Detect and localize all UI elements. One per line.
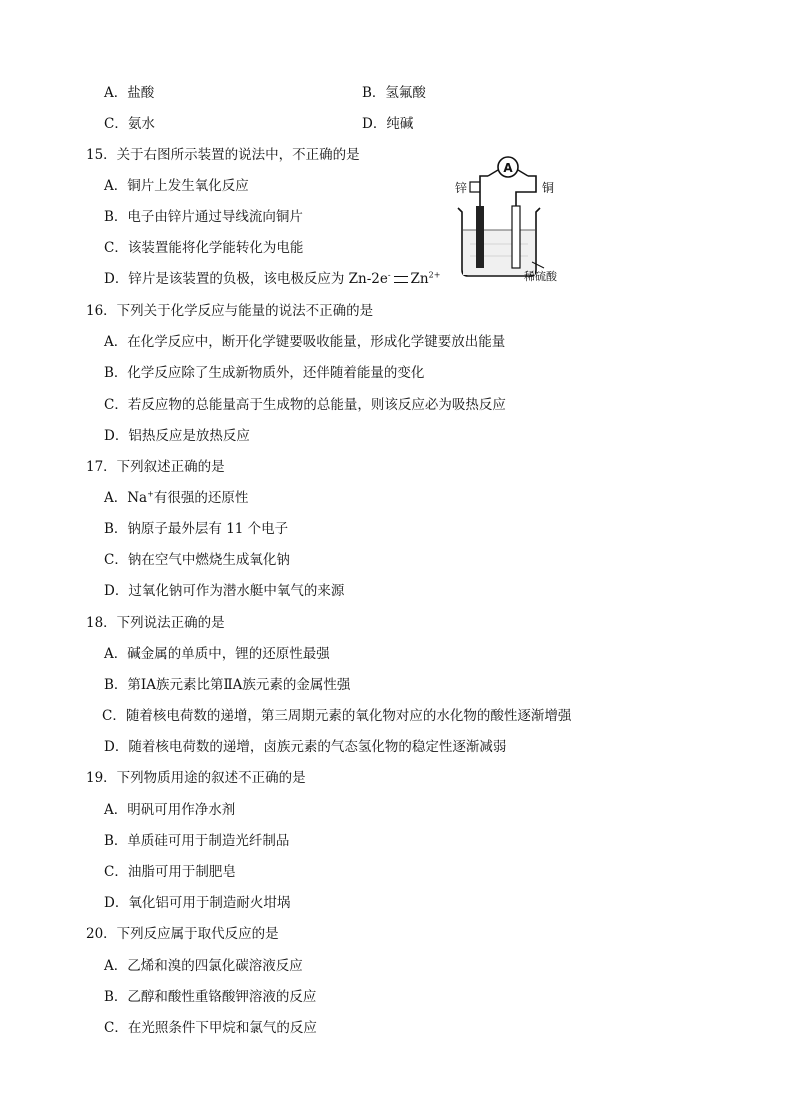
q15-option-c: C．该装置能将化学能转化为电能 — [104, 240, 304, 256]
solution-label: 稀硫酸 — [524, 270, 557, 283]
left-lead — [470, 182, 480, 192]
q15-stem: 15．关于右图所示装置的说法中，不正确的是 — [86, 147, 360, 163]
q15-option-a: A．铜片上发生氧化反应 — [104, 178, 249, 194]
q18-option-b: B．第ⅠA族元素比第ⅡA族元素的金属性强 — [104, 677, 351, 693]
equals-sign — [394, 276, 408, 283]
q16-option-a: A．在化学反应中，断开化学键要吸收能量，形成化学键要放出能量 — [104, 334, 506, 350]
q17-option-d: D．过氧化钠可作为潜水艇中氧气的来源 — [104, 583, 345, 599]
q18-option-d: D．随着核电荷数的递增，卤族元素的气态氢化物的稳定性逐渐减弱 — [104, 739, 507, 755]
right-wire — [516, 176, 536, 210]
zinc-ion: Zn — [410, 271, 429, 287]
q18-stem: 18．下列说法正确的是 — [86, 615, 225, 631]
q15-option-d-text: D．锌片是该装置的负极，该电极反应为 Zn-2e — [104, 271, 388, 287]
sodium-ion-charge: + — [147, 489, 154, 499]
ammeter-right-wire — [518, 170, 528, 176]
q19-option-d: D．氧化铝可用于制造耐火坩埚 — [104, 895, 291, 911]
q20-option-b: B．乙醇和酸性重铬酸钾溶液的反应 — [104, 989, 317, 1005]
q17-option-a-suffix: 有很强的还原性 — [153, 490, 249, 506]
q16-option-d: D．铝热反应是放热反应 — [104, 428, 250, 444]
electron-charge: - — [387, 270, 391, 280]
q19-option-c: C．油脂可用于制肥皂 — [104, 864, 236, 880]
q17-stem: 17．下列叙述正确的是 — [86, 459, 225, 475]
copper-electrode — [512, 206, 520, 268]
ammeter-label: A — [503, 161, 513, 175]
ammeter-left-wire — [488, 170, 498, 176]
copper-label: 铜 — [542, 181, 555, 195]
q17-option-a — [104, 489, 248, 507]
q20-option-c: C．在光照条件下甲烷和氯气的反应 — [104, 1020, 317, 1036]
q17-option-c: C．钠在空气中燃烧生成氧化钠 — [104, 552, 290, 568]
q15-option-b: B．电子由锌片通过导线流向铜片 — [104, 209, 303, 225]
q18-option-a: A．碱金属的单质中，锂的还原性最强 — [104, 646, 330, 662]
q14-option-d: D．纯碱 — [362, 116, 414, 132]
solution-fill — [463, 230, 535, 275]
zinc-ion-charge: 2+ — [428, 270, 441, 280]
zinc-electrode — [476, 206, 484, 268]
q19-option-a: A．明矾可用作净水剂 — [104, 802, 236, 818]
zinc-label: 锌 — [455, 181, 468, 195]
q18-option-c: C．随着核电荷数的递增，第三周期元素的氧化物对应的水化物的酸性逐渐增强 — [102, 708, 572, 724]
q16-stem: 16．下列关于化学反应与能量的说法不正确的是 — [86, 303, 374, 319]
q14-option-a: A．盐酸 — [104, 85, 155, 101]
galvanic-cell-figure — [440, 152, 590, 287]
q17-option-a-prefix: A．Na — [104, 490, 148, 506]
q19-option-b: B．单质硅可用于制造光纤制品 — [104, 833, 290, 849]
q16-option-b: B．化学反应除了生成新物质外，还伴随着能量的变化 — [104, 365, 425, 381]
q17-option-b: B．钠原子最外层有 11 个电子 — [104, 521, 289, 537]
q14-option-b: B．氢氟酸 — [362, 85, 426, 101]
q20-option-a: A．乙烯和溴的四氯化碳溶液反应 — [104, 958, 303, 974]
q14-option-c: C．氨水 — [104, 116, 155, 132]
q16-option-c: C．若反应物的总能量高于生成物的总能量，则该反应必为吸热反应 — [104, 397, 506, 413]
q15-option-d — [104, 270, 440, 288]
left-wire — [480, 176, 488, 210]
q19-stem: 19．下列物质用途的叙述不正确的是 — [86, 770, 306, 786]
q20-stem: 20．下列反应属于取代反应的是 — [86, 926, 279, 942]
